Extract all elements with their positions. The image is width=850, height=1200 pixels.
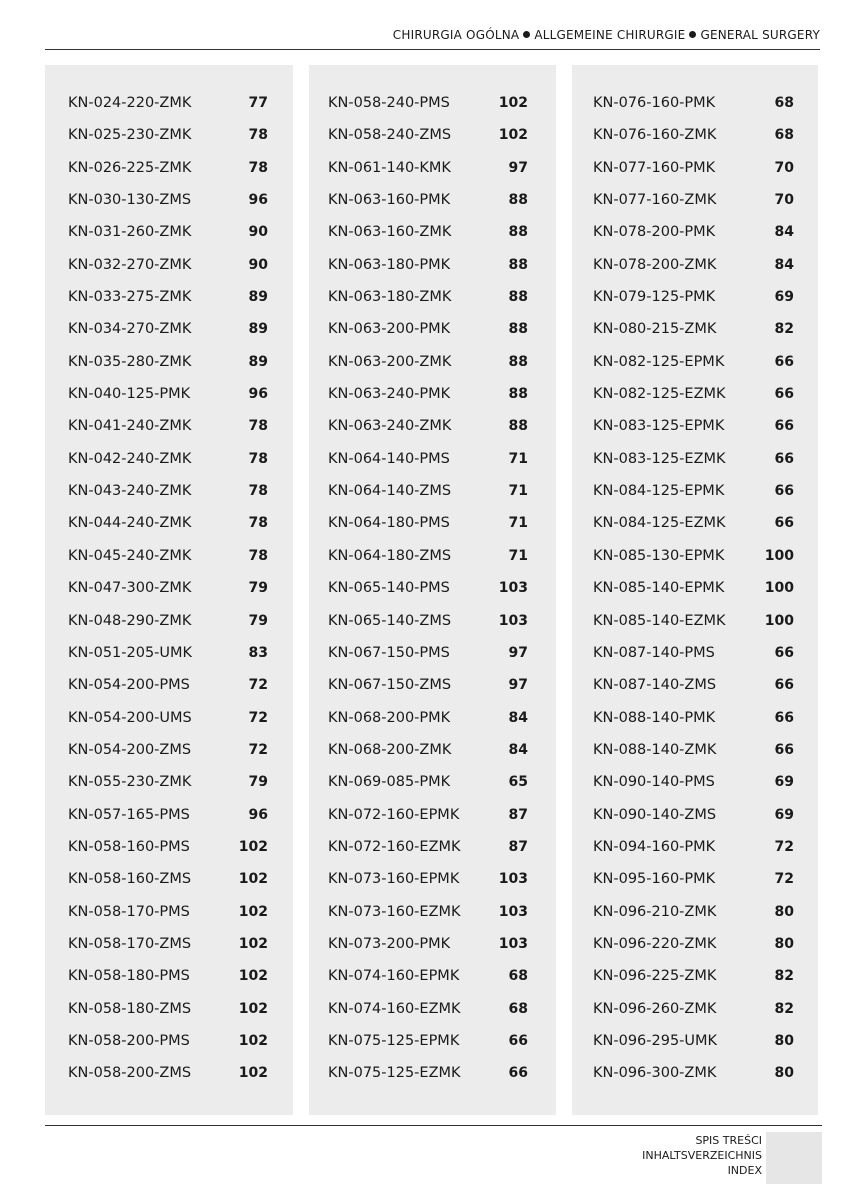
index-entry — [45, 708, 293, 740]
page-number: 102 — [238, 935, 268, 952]
page-number: 84 — [508, 709, 528, 726]
index-entry — [45, 546, 293, 578]
product-code: KN-080-215-ZMK — [593, 321, 717, 338]
page-number: 82 — [774, 968, 794, 985]
index-column-3 — [572, 65, 818, 1115]
footer-section-label — [642, 1133, 762, 1178]
page-number: 72 — [248, 741, 268, 758]
page-number: 78 — [248, 483, 268, 500]
page-number: 66 — [774, 644, 794, 661]
page-number: 69 — [774, 774, 794, 791]
product-code: KN-073-160-EPMK — [328, 871, 460, 888]
product-code: KN-073-160-EZMK — [328, 903, 461, 920]
page-number: 71 — [508, 450, 528, 467]
page-number: 66 — [774, 450, 794, 467]
product-code: KN-058-200-PMS — [68, 1032, 190, 1049]
page-number: 102 — [498, 95, 528, 111]
product-code: KN-076-160-ZMK — [593, 127, 717, 144]
product-code: KN-054-200-ZMS — [68, 741, 192, 758]
page-number: 96 — [248, 386, 268, 403]
page-number: 69 — [774, 806, 794, 823]
page-number: 71 — [508, 483, 528, 500]
product-code: KN-063-240-ZMK — [328, 418, 452, 435]
page-number: 68 — [508, 1000, 528, 1017]
page-number: 66 — [774, 386, 794, 403]
product-code: KN-044-240-ZMK — [68, 515, 192, 532]
product-code: KN-078-200-PMK — [593, 224, 716, 241]
product-code: KN-063-240-PMK — [328, 386, 451, 403]
index-entry — [45, 513, 293, 545]
page-number: 66 — [508, 1032, 528, 1049]
page-number: 88 — [508, 192, 528, 209]
product-code: KN-058-240-ZMS — [328, 127, 452, 144]
header-section-pl: CHIRURGIA OGÓLNA — [392, 28, 520, 42]
index-entry — [309, 772, 556, 804]
product-code: KN-063-200-ZMK — [328, 353, 452, 370]
index-entry — [572, 449, 818, 481]
product-code: KN-033-275-ZMK — [68, 289, 192, 306]
index-entry — [572, 805, 818, 837]
page-number: 72 — [248, 709, 268, 726]
product-code: KN-061-140-KMK — [328, 159, 451, 176]
index-entry — [572, 513, 818, 545]
index-entry — [45, 740, 293, 772]
product-code: KN-054-200-UMS — [68, 709, 192, 726]
index-entry — [309, 222, 556, 254]
page-number: 103 — [498, 871, 528, 888]
index-entry — [45, 966, 293, 998]
product-code: KN-088-140-ZMK — [593, 741, 717, 758]
page-number: 97 — [508, 677, 528, 694]
page-number: 88 — [508, 256, 528, 273]
index-entry — [572, 999, 818, 1031]
product-code: KN-085-130-EPMK — [593, 547, 725, 564]
index-entry — [45, 125, 293, 157]
product-code: KN-041-240-ZMK — [68, 418, 192, 435]
page-number: 103 — [498, 580, 528, 597]
index-entry — [572, 546, 818, 578]
index-entry — [45, 481, 293, 513]
page-number: 102 — [238, 1000, 268, 1017]
index-entry — [309, 352, 556, 384]
product-code: KN-057-165-PMS — [68, 806, 190, 823]
index-entry — [309, 611, 556, 643]
page-number: 68 — [774, 95, 794, 111]
product-code: KN-072-160-EZMK — [328, 838, 461, 855]
product-code: KN-034-270-ZMK — [68, 321, 192, 338]
index-entry — [309, 966, 556, 998]
product-code: KN-085-140-EPMK — [593, 580, 725, 597]
page-number: 97 — [508, 159, 528, 176]
page-number: 78 — [248, 418, 268, 435]
page-number: 88 — [508, 321, 528, 338]
index-entry — [309, 1031, 556, 1063]
index-entry — [45, 643, 293, 675]
index-entry — [45, 449, 293, 481]
footer-line-de: INHALTSVERZEICHNIS — [642, 1149, 762, 1162]
page-number: 102 — [238, 968, 268, 985]
index-entry — [309, 805, 556, 837]
page-number: 88 — [508, 353, 528, 370]
index-entry — [572, 643, 818, 675]
page-number: 100 — [764, 612, 794, 629]
index-entry — [45, 999, 293, 1031]
index-entry — [45, 416, 293, 448]
index-entry — [45, 255, 293, 287]
index-entry — [309, 934, 556, 966]
product-code: KN-026-225-ZMK — [68, 159, 192, 176]
index-entry — [45, 158, 293, 190]
page-number: 78 — [248, 127, 268, 144]
product-code: KN-096-300-ZMK — [593, 1065, 717, 1082]
page-number: 77 — [248, 95, 268, 111]
header-section-en: GENERAL SURGERY — [700, 28, 820, 42]
product-code: KN-073-200-PMK — [328, 935, 451, 952]
index-entry — [309, 578, 556, 610]
page-number: 70 — [774, 192, 794, 209]
product-code: KN-045-240-ZMK — [68, 547, 192, 564]
product-code: KN-064-180-ZMS — [328, 547, 452, 564]
index-entry — [45, 837, 293, 869]
product-code: KN-088-140-PMK — [593, 709, 716, 726]
product-code: KN-077-160-PMK — [593, 159, 716, 176]
index-entry — [309, 384, 556, 416]
product-code: KN-024-220-ZMK — [68, 95, 192, 111]
page-number: 72 — [774, 871, 794, 888]
index-entry — [45, 578, 293, 610]
product-code: KN-074-160-EPMK — [328, 968, 460, 985]
index-entry — [309, 513, 556, 545]
footer-line-pl: SPIS TREŚCI — [695, 1134, 762, 1147]
index-entry — [309, 158, 556, 190]
page-number: 78 — [248, 450, 268, 467]
product-code: KN-096-295-UMK — [593, 1032, 718, 1049]
page-number: 71 — [508, 547, 528, 564]
index-entry — [572, 125, 818, 157]
product-code: KN-065-140-PMS — [328, 580, 450, 597]
page-number: 79 — [248, 580, 268, 597]
page-number: 65 — [508, 774, 528, 791]
page-number: 89 — [248, 321, 268, 338]
product-code: KN-063-160-ZMK — [328, 224, 452, 241]
index-entry — [572, 93, 818, 125]
product-code: KN-096-210-ZMK — [593, 903, 717, 920]
index-entry — [572, 287, 818, 319]
page-number: 89 — [248, 289, 268, 306]
product-code: KN-068-200-PMK — [328, 709, 451, 726]
header-divider — [45, 49, 820, 50]
page-number: 96 — [248, 192, 268, 209]
index-entry — [309, 740, 556, 772]
page-number: 72 — [774, 838, 794, 855]
page-number: 80 — [774, 903, 794, 920]
page-number: 97 — [508, 644, 528, 661]
product-code: KN-072-160-EPMK — [328, 806, 460, 823]
page-number: 103 — [498, 612, 528, 629]
page-number: 78 — [248, 515, 268, 532]
page-number: 90 — [248, 256, 268, 273]
product-code: KN-064-180-PMS — [328, 515, 450, 532]
product-code: KN-058-160-PMS — [68, 838, 190, 855]
product-code: KN-067-150-ZMS — [328, 677, 452, 694]
product-code: KN-079-125-PMK — [593, 289, 716, 306]
index-entry — [572, 869, 818, 901]
product-code: KN-068-200-ZMK — [328, 741, 452, 758]
product-code: KN-095-160-PMK — [593, 871, 716, 888]
product-code: KN-058-200-ZMS — [68, 1065, 192, 1082]
page-number: 90 — [248, 224, 268, 241]
page-number: 82 — [774, 321, 794, 338]
index-entry — [309, 999, 556, 1031]
product-code: KN-067-150-PMS — [328, 644, 450, 661]
product-code: KN-063-200-PMK — [328, 321, 451, 338]
index-entry — [572, 255, 818, 287]
product-code: KN-042-240-ZMK — [68, 450, 192, 467]
index-entry — [309, 1063, 556, 1095]
page-number: 88 — [508, 386, 528, 403]
product-code: KN-058-180-ZMS — [68, 1000, 192, 1017]
page-number: 102 — [238, 871, 268, 888]
product-code: KN-063-180-ZMK — [328, 289, 452, 306]
product-code: KN-085-140-EZMK — [593, 612, 726, 629]
index-entry — [45, 611, 293, 643]
page-number: 84 — [774, 256, 794, 273]
page-number: 68 — [508, 968, 528, 985]
index-entry — [572, 222, 818, 254]
bullet-icon — [523, 31, 530, 38]
page-number: 80 — [774, 935, 794, 952]
page-number: 66 — [774, 418, 794, 435]
page-number: 66 — [774, 515, 794, 532]
index-entry — [45, 384, 293, 416]
page-number: 88 — [508, 289, 528, 306]
index-entry — [572, 902, 818, 934]
page-number: 102 — [238, 838, 268, 855]
index-entry — [45, 352, 293, 384]
index-entry — [572, 481, 818, 513]
product-code: KN-064-140-PMS — [328, 450, 450, 467]
index-entry — [45, 190, 293, 222]
index-entry — [572, 190, 818, 222]
header-section-de: ALLGEMEINE CHIRURGIE — [534, 28, 686, 42]
index-entry — [309, 837, 556, 869]
product-code: KN-065-140-ZMS — [328, 612, 452, 629]
page-number: 100 — [764, 547, 794, 564]
index-entry — [309, 869, 556, 901]
product-code: KN-058-170-ZMS — [68, 935, 192, 952]
page-number: 103 — [498, 903, 528, 920]
index-entry — [309, 449, 556, 481]
product-code: KN-075-125-EPMK — [328, 1032, 460, 1049]
product-code: KN-051-205-UMK — [68, 644, 193, 661]
product-code: KN-058-240-PMS — [328, 95, 450, 111]
index-entry — [309, 546, 556, 578]
page-number: 71 — [508, 515, 528, 532]
product-code: KN-048-290-ZMK — [68, 612, 192, 629]
page-tab-marker — [766, 1132, 822, 1184]
index-entry — [45, 222, 293, 254]
product-code: KN-040-125-PMK — [68, 386, 191, 403]
product-code: KN-035-280-ZMK — [68, 353, 192, 370]
index-entry — [45, 319, 293, 351]
page-number: 72 — [248, 677, 268, 694]
index-entry — [572, 1031, 818, 1063]
index-entry — [572, 352, 818, 384]
product-code: KN-087-140-PMS — [593, 644, 715, 661]
index-entry — [572, 934, 818, 966]
product-code: KN-077-160-ZMK — [593, 192, 717, 209]
product-code: KN-096-225-ZMK — [593, 968, 717, 985]
index-entry — [45, 902, 293, 934]
index-entry — [572, 416, 818, 448]
product-code: KN-082-125-EPMK — [593, 353, 725, 370]
page-number: 78 — [248, 159, 268, 176]
index-entry — [572, 966, 818, 998]
index-entry — [45, 869, 293, 901]
page-number: 87 — [508, 806, 528, 823]
page-number: 79 — [248, 774, 268, 791]
page-number: 96 — [248, 806, 268, 823]
page-number: 66 — [774, 677, 794, 694]
product-code: KN-084-125-EPMK — [593, 483, 725, 500]
product-code: KN-063-160-PMK — [328, 192, 451, 209]
index-entry — [309, 255, 556, 287]
page-number: 80 — [774, 1065, 794, 1082]
page-number: 78 — [248, 547, 268, 564]
product-code: KN-087-140-ZMS — [593, 677, 717, 694]
index-entry — [309, 902, 556, 934]
footer-divider — [45, 1125, 822, 1126]
product-code: KN-058-160-ZMS — [68, 871, 192, 888]
product-code: KN-083-125-EZMK — [593, 450, 726, 467]
bullet-icon — [689, 31, 696, 38]
product-code: KN-075-125-EZMK — [328, 1065, 461, 1082]
page-number: 89 — [248, 353, 268, 370]
index-entry — [45, 934, 293, 966]
product-code: KN-055-230-ZMK — [68, 774, 192, 791]
product-code: KN-069-085-PMK — [328, 774, 451, 791]
index-entry — [45, 287, 293, 319]
page-number: 83 — [248, 644, 268, 661]
index-entry — [45, 93, 293, 125]
index-entry — [45, 805, 293, 837]
product-code: KN-031-260-ZMK — [68, 224, 192, 241]
index-entry — [572, 708, 818, 740]
page-number: 70 — [774, 159, 794, 176]
product-code: KN-084-125-EZMK — [593, 515, 726, 532]
page-number: 102 — [498, 127, 528, 144]
page-number: 84 — [774, 224, 794, 241]
product-code: KN-047-300-ZMK — [68, 580, 192, 597]
index-entry — [572, 384, 818, 416]
page-number: 84 — [508, 741, 528, 758]
page-number: 66 — [774, 709, 794, 726]
page-number: 79 — [248, 612, 268, 629]
product-code: KN-063-180-PMK — [328, 256, 451, 273]
product-code: KN-058-180-PMS — [68, 968, 190, 985]
page-number: 88 — [508, 418, 528, 435]
index-entry — [309, 93, 556, 125]
index-entry — [309, 416, 556, 448]
page-number: 102 — [238, 1065, 268, 1082]
page-number: 66 — [774, 741, 794, 758]
index-entry — [309, 190, 556, 222]
product-code: KN-032-270-ZMK — [68, 256, 192, 273]
page-number: 66 — [774, 353, 794, 370]
page-number: 100 — [764, 580, 794, 597]
index-entry — [45, 772, 293, 804]
index-entry — [309, 319, 556, 351]
page-number: 66 — [508, 1065, 528, 1082]
index-entry — [572, 837, 818, 869]
product-code: KN-025-230-ZMK — [68, 127, 192, 144]
index-entry — [572, 1063, 818, 1095]
index-entry — [309, 643, 556, 675]
index-entry — [45, 675, 293, 707]
page-number: 102 — [238, 1032, 268, 1049]
product-code: KN-083-125-EPMK — [593, 418, 725, 435]
product-code: KN-030-130-ZMS — [68, 192, 192, 209]
index-entry — [572, 611, 818, 643]
index-entry — [572, 319, 818, 351]
page-header — [393, 28, 820, 42]
index-entry — [572, 675, 818, 707]
product-code: KN-058-170-PMS — [68, 903, 190, 920]
product-code: KN-090-140-ZMS — [593, 806, 717, 823]
index-entry — [309, 287, 556, 319]
page-number: 68 — [774, 127, 794, 144]
index-entry — [45, 1063, 293, 1095]
index-column-1 — [45, 65, 293, 1115]
page-number: 82 — [774, 1000, 794, 1017]
product-code: KN-082-125-EZMK — [593, 386, 726, 403]
page-number: 66 — [774, 483, 794, 500]
product-code: KN-043-240-ZMK — [68, 483, 192, 500]
index-entry — [309, 675, 556, 707]
product-code: KN-094-160-PMK — [593, 838, 716, 855]
index-column-2 — [309, 65, 556, 1115]
page-number: 102 — [238, 903, 268, 920]
product-code: KN-074-160-EZMK — [328, 1000, 461, 1017]
index-entry — [572, 578, 818, 610]
page-number: 87 — [508, 838, 528, 855]
product-code: KN-078-200-ZMK — [593, 256, 717, 273]
index-entry — [309, 125, 556, 157]
page-number: 69 — [774, 289, 794, 306]
product-code: KN-096-220-ZMK — [593, 935, 717, 952]
product-code: KN-054-200-PMS — [68, 677, 190, 694]
product-code: KN-076-160-PMK — [593, 95, 716, 111]
index-entry — [45, 1031, 293, 1063]
product-code: KN-090-140-PMS — [593, 774, 715, 791]
index-entry — [572, 740, 818, 772]
index-entry — [309, 481, 556, 513]
page-number: 88 — [508, 224, 528, 241]
product-code: KN-096-260-ZMK — [593, 1000, 717, 1017]
product-code: KN-064-140-ZMS — [328, 483, 452, 500]
index-entry — [572, 158, 818, 190]
footer-line-en: INDEX — [727, 1164, 762, 1177]
page-number: 103 — [498, 935, 528, 952]
index-entry — [572, 772, 818, 804]
page-number: 80 — [774, 1032, 794, 1049]
index-entry — [309, 708, 556, 740]
